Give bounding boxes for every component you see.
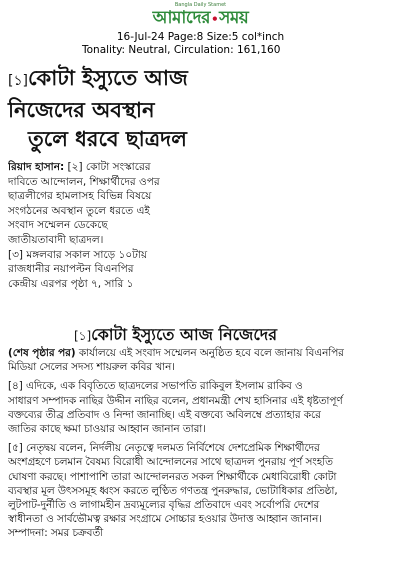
paragraph-line: অংশগ্রহণে চলমান বৈষম্য বিরোধী আন্দোলনের সাথে ছাত্রদল পুনরায় পূর্ণ সংহতি — [8, 456, 333, 469]
headline-line-2: নিজেদের অবস্থান — [8, 98, 155, 122]
article-first-column — [8, 160, 238, 291]
continuation-headline-text: কোটা ইস্যুতে আজ নিজেদের — [91, 325, 278, 344]
byline: রিয়াদ হাসান: — [8, 161, 65, 173]
paragraph-line: [২] কোটা সংস্কারের — [67, 161, 151, 173]
paragraph-line: রাজধানীর নয়াপল্টন বিএনপির — [8, 263, 134, 276]
paragraph-line: কার্যালয়ে এই সংবাদ সম্মেলন অনুষ্ঠিত হবে বলে জানায় বিএনপির — [78, 347, 344, 359]
paragraph-line: ব্যবস্থার মূল উৎসসমূহ ধ্বংস করতে লুণ্ঠিত গণতন্ত্র পুনরুদ্ধার, ভোটাধিকার প্রতিষ্ঠা, — [8, 484, 338, 497]
paragraph-line: ছাত্রলীগের হামলাসহ বিভিন্ন বিষয়ে — [8, 190, 152, 203]
paragraph-line: [৩] মঙ্গলবার সকাল সাড়ে ১০টায় — [8, 248, 148, 261]
paragraph-line: [৪] এদিকে, এক বিবৃতিতে ছাত্রদলের সভাপতি রাকিবুল ইসলাম রাকিব ও — [8, 380, 303, 393]
paragraph-line: মিডিয়া সেলের সদস্য শায়রুল কবির খান। — [8, 361, 175, 374]
headline-main — [8, 64, 238, 154]
masthead — [0, 2, 401, 29]
paragraph-line: লুটপাট-দুর্নীতি ও লাগামহীন দ্রব্যমূল্যের বৃদ্ধির প্রতিবাদে এবং সর্বোপরি দেশের — [8, 499, 320, 512]
paragraph-line: বক্তব্যের তীব্র প্রতিবাদ ও নিন্দা জানাচ্ছি। এই বক্তব্যে অবিলম্বে প্রত্যাহার করে — [8, 408, 321, 421]
meta-date-page-size: 16-Jul-24 Page:8 Size:5 col*inch — [116, 31, 285, 43]
logo-dot-icon: • — [210, 12, 219, 26]
paragraph-line: [৫] নেতৃদ্বয় বলেন, নির্দলীয় নেতৃত্বে দলমত নির্বিশেষে দেশপ্রেমিক শিক্ষার্থীদের — [8, 442, 320, 455]
editor-credit: সম্পাদনা: সমর চক্রবর্তী — [8, 527, 104, 540]
paragraph-line: সংবাদ সম্মেলন ডেকেছে — [8, 219, 108, 232]
newspaper-logo — [153, 8, 249, 29]
paragraph-line: জাতির কাছে ক্ষমা চাওয়ার আহ্বান জানান তারা। — [8, 423, 206, 436]
logo-left-word: আমাদের — [152, 8, 210, 28]
continuation-headline — [74, 322, 277, 349]
paragraph-line: সংগঠনের অবস্থান তুলে ধরতে এই — [8, 204, 150, 217]
logo-right-word: সময় — [219, 8, 249, 28]
clipping-metadata — [0, 31, 401, 57]
paragraph-line: সাধারণ সম্পাদক নাছির উদ্দীন নাছির বলেন, প্রধানমন্ত্রী শেখ হাসিনার এই ধৃষ্টতাপূর্ণ — [8, 394, 343, 407]
paragraph-line: জাতীয়তাবাদী ছাত্রদল। — [8, 233, 104, 246]
paragraph-line: ঘোষণা করছে। পাশাপাশি তারা আন্দোলনরত সকল শিক্ষার্থীকে মেধাবিরোধী কোটা — [8, 470, 337, 483]
article — [8, 64, 396, 540]
paragraph-line: দাবিতে আন্দোলন, শিক্ষার্থীদের ওপর — [8, 175, 160, 188]
headline-marker: [১] — [8, 73, 29, 89]
headline-line-1: কোটা ইস্যুতে আজ — [28, 66, 188, 90]
masthead-tagline: Bangla Daily Stamet — [174, 2, 227, 8]
continuation-line: কেন্দ্রীয় এরপর পৃষ্ঠা ৭, সারি ১ — [8, 277, 134, 290]
headline-line-3: তুলে ধরবে ছাত্রদল — [28, 127, 187, 151]
lead-in: (শেষ পৃষ্ঠার পর) — [8, 347, 76, 359]
continuation-marker: [১] — [74, 329, 92, 343]
continuation-body — [8, 346, 396, 541]
paragraph-line: স্বাধীনতা ও সার্বভৌমত্ব রক্ষার সংগ্রামে সোচ্চার হওয়ার উদাত্ত আহ্বান জানান। — [8, 513, 322, 526]
meta-tonality-circulation: Tonality: Neutral, Circulation: 161,160 — [82, 44, 281, 56]
